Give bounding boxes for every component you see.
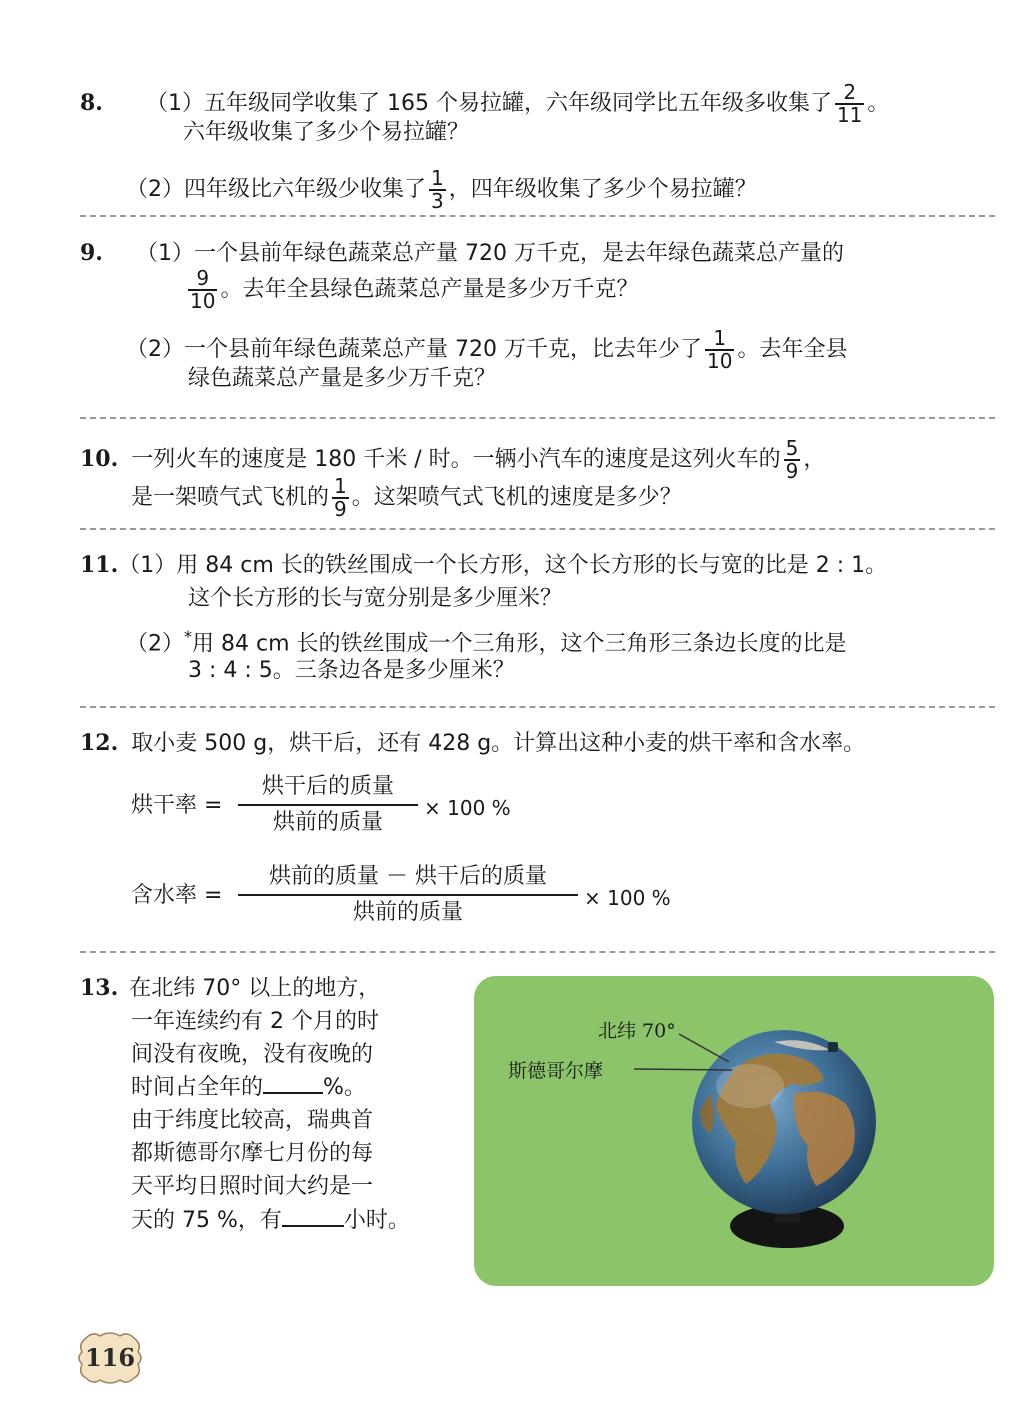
dashed-divider	[80, 215, 995, 217]
question-10-line-2	[131, 476, 682, 520]
formula-2-rhs: × 100 %	[584, 886, 671, 910]
fraction	[705, 328, 734, 372]
formula-numerator: 烘前的质量 － 烘干后的质量	[269, 864, 547, 889]
question-13-line-6: 都斯德哥尔摩七月份的每	[131, 1141, 374, 1166]
question-text: 取小麦 500 g，烘干后，还有 428 g。计算出这种小麦的烘干率和含水率。	[131, 731, 866, 756]
numerator: 2	[835, 82, 864, 105]
question-text: 在北纬 70° 以上的地方，	[129, 976, 381, 1001]
question-11-part-1	[80, 550, 887, 581]
denominator: 9	[334, 497, 347, 521]
answer-blank[interactable]	[263, 1074, 323, 1094]
numerator: 9	[188, 268, 217, 291]
part-label: （2）	[126, 177, 184, 202]
question-9-part-1-line-2	[188, 268, 638, 312]
question-text: 天的 75 %，有	[131, 1208, 282, 1233]
globe-icon	[474, 976, 994, 1286]
part-label: （1）	[145, 91, 204, 116]
fraction	[188, 268, 217, 312]
formula-2-lhs: 含水率 =	[131, 883, 223, 908]
question-text: 用 84 cm 长的铁丝围成一个长方形，这个长方形的长与宽的比是 2 : 1。	[176, 553, 888, 578]
city-label: 斯德哥尔摩	[508, 1060, 604, 1082]
question-12-line-1	[80, 728, 865, 759]
question-text: 。去年全县	[737, 337, 848, 362]
question-text: %。	[323, 1075, 366, 1100]
numerator: 1	[431, 166, 444, 190]
fraction	[784, 438, 801, 482]
question-text: 用 84 cm 长的铁丝围成一个三角形，这个三角形三条边长度的比是	[192, 631, 847, 657]
question-text: 时间占全年的	[131, 1075, 264, 1100]
question-13-line-4	[131, 1073, 366, 1103]
question-text: ，	[803, 447, 826, 472]
denominator: 3	[431, 189, 444, 213]
numerator: 1	[705, 328, 734, 351]
question-number: 13.	[80, 975, 119, 1001]
denominator: 10	[706, 349, 733, 373]
fraction	[332, 476, 349, 520]
question-text: 四年级比六年级少收集了	[184, 177, 427, 202]
question-number: 11.	[80, 552, 119, 578]
question-11-part-2-line-2: 3 : 4 : 5。三条边各是多少厘米？	[188, 658, 515, 683]
question-13-line-2: 一年连续约有 2 个月的时	[131, 1009, 379, 1034]
optional-star: *	[184, 627, 192, 646]
page-number: 116	[84, 1343, 136, 1372]
answer-blank[interactable]	[282, 1207, 344, 1227]
part-label: （1）	[118, 553, 177, 578]
formula-numerator: 烘干后的质量	[261, 774, 394, 799]
question-text: 一个县前年绿色蔬菜总产量 720 万千克，比去年少了	[184, 337, 702, 362]
question-number: 9.	[80, 240, 103, 266]
question-text: ，四年级收集了多少个易拉罐？	[448, 177, 757, 202]
dashed-divider	[80, 706, 995, 708]
numerator: 1	[334, 474, 347, 498]
question-13-line-1	[80, 973, 380, 1004]
dashed-divider	[80, 951, 995, 953]
question-13-line-7: 天平均日照时间大约是一	[131, 1174, 374, 1199]
numerator: 5	[785, 436, 799, 460]
question-8-part-1-line-2: 六年级收集了多少个易拉罐？	[183, 120, 470, 145]
formula-1-lhs: 烘干率 =	[131, 793, 223, 818]
question-11-part-2	[126, 622, 847, 659]
question-text: 五年级同学收集了 165 个易拉罐，六年级同学比五年级多收集了	[203, 91, 832, 116]
question-13-line-8	[131, 1206, 410, 1236]
formula-denominator: 烘前的质量	[272, 810, 383, 835]
globe-illustration	[474, 976, 994, 1286]
question-text: 。去年全县绿色蔬菜总产量是多少万千克？	[220, 277, 639, 302]
dashed-divider	[80, 417, 995, 419]
question-text: 小时。	[343, 1208, 410, 1233]
denominator: 9	[785, 459, 799, 483]
question-text: 。这架喷气式飞机的速度是多少？	[351, 485, 682, 510]
formula-1-fraction	[238, 770, 418, 840]
question-8-part-2	[126, 168, 757, 212]
question-13-line-3: 间没有夜晚，没有夜晚的	[131, 1042, 374, 1067]
page-number-badge	[76, 1330, 144, 1386]
denominator: 10	[190, 289, 216, 313]
question-9-part-1	[80, 238, 844, 269]
formula-2-fraction	[238, 860, 578, 930]
question-number: 8.	[80, 90, 103, 116]
formula-1-rhs: × 100 %	[424, 796, 511, 820]
question-text: 。	[867, 91, 890, 116]
question-text: 一个县前年绿色蔬菜总产量 720 万千克，是去年绿色蔬菜总产量的	[193, 241, 844, 266]
part-label: （2）	[126, 337, 184, 362]
fraction	[429, 168, 446, 212]
part-label: （2）	[126, 631, 184, 657]
question-11-part-1-line-2: 这个长方形的长与宽分别是多少厘米？	[188, 586, 563, 611]
question-13-line-5: 由于纬度比较高，瑞典首	[131, 1108, 374, 1133]
dashed-divider	[80, 528, 995, 530]
question-number: 12.	[80, 730, 119, 756]
latitude-label: 北纬 70°	[598, 1020, 676, 1042]
denominator: 11	[836, 103, 863, 127]
formula-denominator: 烘前的质量	[352, 900, 463, 925]
question-9-part-2-line-2: 绿色蔬菜总产量是多少万千克？	[188, 366, 497, 391]
question-number: 10.	[80, 446, 119, 472]
question-text: 是一架喷气式飞机的	[131, 485, 330, 510]
part-label: （1）	[135, 241, 194, 266]
fraction	[835, 82, 864, 126]
question-text: 一列火车的速度是 180 千米 / 时。一辆小汽车的速度是这列火车的	[131, 447, 781, 472]
